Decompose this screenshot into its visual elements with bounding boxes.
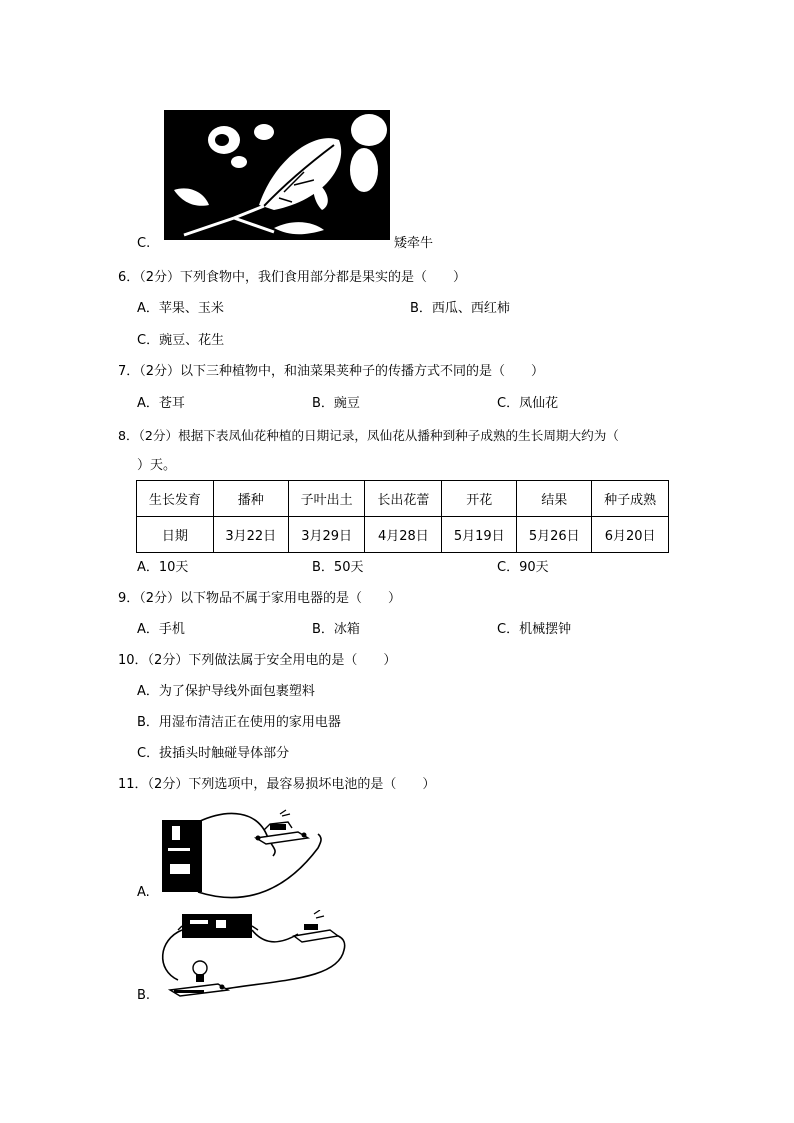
table-header-cell: 播种 [213, 481, 288, 517]
circuit-a-image [158, 808, 348, 900]
q9-option-c[interactable]: C．机械摆钟 [497, 622, 572, 637]
petunia-image [164, 110, 390, 240]
table-header-cell: 结果 [517, 481, 592, 517]
table-row [137, 517, 669, 553]
table-cell: 3月22日 [213, 517, 288, 553]
q8-option-a[interactable]: A．10天 [137, 560, 189, 575]
q5-option-c-caption: 矮牵牛 [394, 236, 434, 251]
q10-stem: 10．（2分）下列做法属于安全用电的是（ ） [118, 653, 397, 668]
q10-option-c[interactable]: C．拔插头时触碰导体部分 [137, 746, 290, 761]
table-header-cell: 子叶出土 [288, 481, 365, 517]
q11-option-a[interactable]: A. [137, 885, 150, 900]
q9-option-b[interactable]: B．冰箱 [312, 622, 360, 637]
table-header-row [137, 481, 669, 517]
q6-option-a[interactable]: A．苹果、玉米 [137, 301, 224, 316]
table-header-cell: 生长发育 [137, 481, 214, 517]
q7-option-a[interactable]: A．苍耳 [137, 396, 185, 411]
table-cell: 6月20日 [592, 517, 669, 553]
q7-stem: 7．（2分）以下三种植物中，和油菜果荚种子的传播方式不同的是（ ） [118, 364, 545, 379]
table-cell: 4月28日 [365, 517, 442, 553]
q11-stem: 11．（2分）下列选项中，最容易损坏电池的是（ ） [118, 777, 436, 792]
q9-option-a[interactable]: A．手机 [137, 622, 185, 637]
q10-option-b[interactable]: B．用湿布清洁正在使用的家用电器 [137, 715, 341, 730]
table-cell: 日期 [137, 517, 214, 553]
q5-option-c-letter[interactable]: C. [137, 236, 151, 251]
q7-option-c[interactable]: C．凤仙花 [497, 396, 559, 411]
q8-option-c[interactable]: C．90天 [497, 560, 549, 575]
q8-stem-line1: 8．（2分）根据下表凤仙花种植的日期记录，凤仙花从播种到种子成熟的生长周期大约为（ [118, 428, 619, 443]
q9-stem: 9．（2分）以下物品不属于家用电器的是（ ） [118, 591, 402, 606]
table-cell: 5月19日 [442, 517, 517, 553]
q6-stem: 6．（2分）下列食物中，我们食用部分都是果实的是（ ） [118, 270, 467, 285]
table-header-cell: 长出花蕾 [365, 481, 442, 517]
table-header-cell: 开花 [442, 481, 517, 517]
table-header-cell: 种子成熟 [592, 481, 669, 517]
q10-option-a[interactable]: A．为了保护导线外面包裹塑料 [137, 684, 315, 699]
growth-record-table [136, 480, 669, 553]
table-cell: 5月26日 [517, 517, 592, 553]
q6-option-b[interactable]: B．西瓜、西红柿 [410, 301, 510, 316]
table-cell: 3月29日 [288, 517, 365, 553]
q7-option-b[interactable]: B．豌豆 [312, 396, 360, 411]
q6-option-c[interactable]: C．豌豆、花生 [137, 333, 225, 348]
q11-option-b[interactable]: B. [137, 988, 151, 1003]
q8-option-b[interactable]: B．50天 [312, 560, 364, 575]
circuit-b-image [158, 910, 350, 1002]
q8-stem-line2: ）天。 [137, 458, 177, 473]
